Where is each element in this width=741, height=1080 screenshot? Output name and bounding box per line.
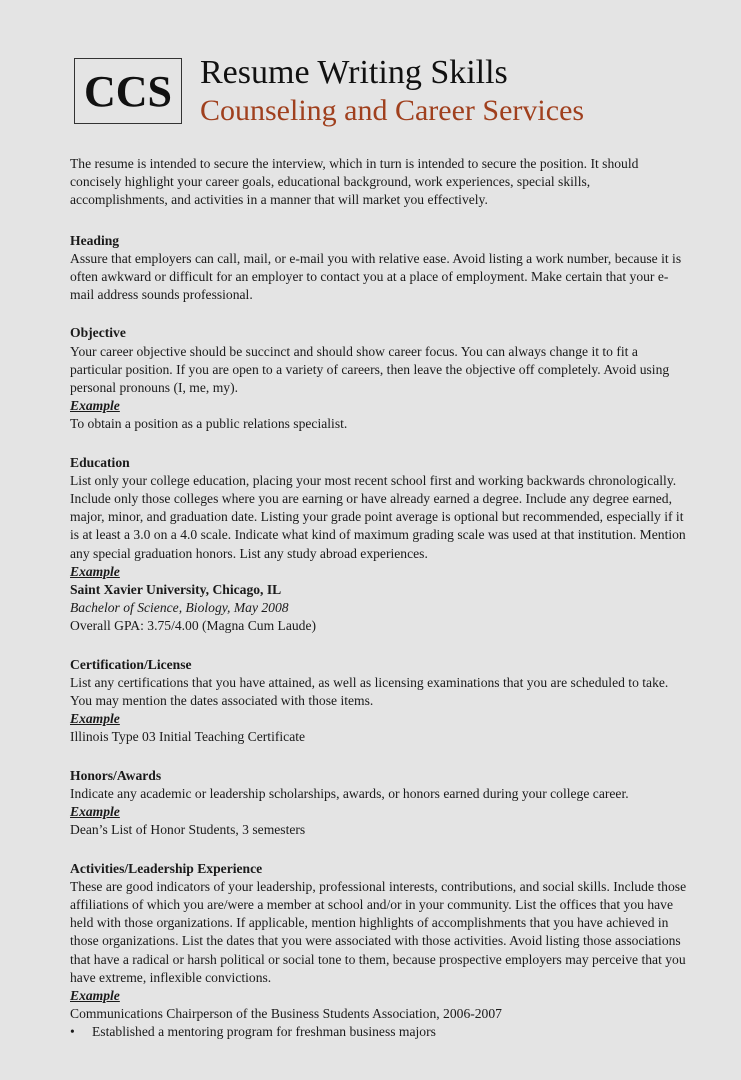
document-subtitle: Counseling and Career Services bbox=[200, 94, 585, 127]
section-objective bbox=[70, 324, 690, 433]
section-title: Education bbox=[70, 454, 130, 470]
section-education bbox=[70, 454, 690, 636]
section-title: Heading bbox=[70, 232, 120, 248]
ccs-logo: CCS bbox=[74, 58, 182, 124]
example-line: Dean’s List of Honor Students, 3 semesters bbox=[70, 822, 306, 838]
header-titles bbox=[200, 54, 584, 128]
section-body: Assure that employers can call, mail, or e-mail you with relative ease. Avoid listing a work number, because it is often awkward or difficult for an employer to contact you at a place of employment. Make certain that your e-mail address sounds professional. bbox=[70, 250, 682, 303]
section-title: Activities/Leadership Experience bbox=[70, 860, 263, 876]
bullet-icon: • bbox=[70, 1024, 75, 1040]
example-label: Example bbox=[70, 711, 120, 727]
section-body: These are good indicators of your leadership, professional interests, contributions, and social skills. Include those affiliations of which you are/were a member at school and/or in your community. List the offices that you have held with those organizations. If applicable, mention highlights of accomplishments that you have achieved in those organizations. List the dates that you were associated with those activities. Avoid listing those associations that have a radical or harsh political or social tone to them, because prospective employers may perceive that you have extreme, inflexible convictions. bbox=[70, 878, 687, 985]
section-body: Indicate any academic or leadership scholarships, awards, or honors earned during your college career. bbox=[70, 785, 629, 801]
section-title: Honors/Awards bbox=[70, 767, 162, 783]
example-label: Example bbox=[70, 563, 120, 579]
example-label: Example bbox=[70, 987, 120, 1003]
example-line: Illinois Type 03 Initial Teaching Certificate bbox=[70, 729, 306, 745]
bullet-item bbox=[70, 1023, 690, 1041]
example-line: To obtain a position as a public relations specialist. bbox=[70, 416, 348, 432]
intro-paragraph: The resume is intended to secure the interview, which in turn is intended to secure the position. It should concisely highlight your career goals, educational background, work experiences, special skills, accomplishments, and activities in a manner that will market you effectively. bbox=[70, 156, 639, 208]
example-degree: Bachelor of Science, Biology, May 2008 bbox=[70, 600, 289, 616]
section-body: List any certifications that you have attained, as well as licensing examinations that you are scheduled to take. You may mention the dates associated with those items. bbox=[70, 674, 669, 709]
document-body bbox=[70, 155, 690, 1062]
example-label: Example bbox=[70, 398, 120, 414]
document-title: Resume Writing Skills bbox=[200, 54, 508, 91]
section-body: List only your college education, placing your most recent school first and working backwards chronologically. Include only those colleges where you are earning or have already earned a degree. Include any degree earned, major, minor, and graduation date. Listing your grade point average is optional but recommended, especially if it is at least a 3.0 on a 4.0 scale. Indicate what kind of maximum grading scale was used at that institution. Mention any special graduation honors. List any study abroad experiences. bbox=[70, 472, 686, 561]
section-body: Your career objective should be succinct and should show career focus. You can always change it to fit a particular position. If you are open to a variety of careers, then leave the objective off completely. Avoid using personal pronouns (I, me, my). bbox=[70, 343, 670, 396]
section-title: Certification/License bbox=[70, 656, 192, 672]
example-gpa: Overall GPA: 3.75/4.00 (Magna Cum Laude) bbox=[70, 618, 317, 634]
section-honors bbox=[70, 767, 690, 840]
section-certification bbox=[70, 656, 690, 747]
example-school: Saint Xavier University, Chicago, IL bbox=[70, 582, 282, 598]
section-activities bbox=[70, 860, 690, 1042]
example-line: Communications Chairperson of the Business Students Association, 2006-2007 bbox=[70, 1006, 502, 1022]
document-header bbox=[74, 56, 584, 126]
section-heading bbox=[70, 232, 690, 305]
section-title: Objective bbox=[70, 325, 126, 341]
example-label: Example bbox=[70, 804, 120, 820]
bullet-text: Established a mentoring program for freshman business majors bbox=[92, 1024, 436, 1040]
